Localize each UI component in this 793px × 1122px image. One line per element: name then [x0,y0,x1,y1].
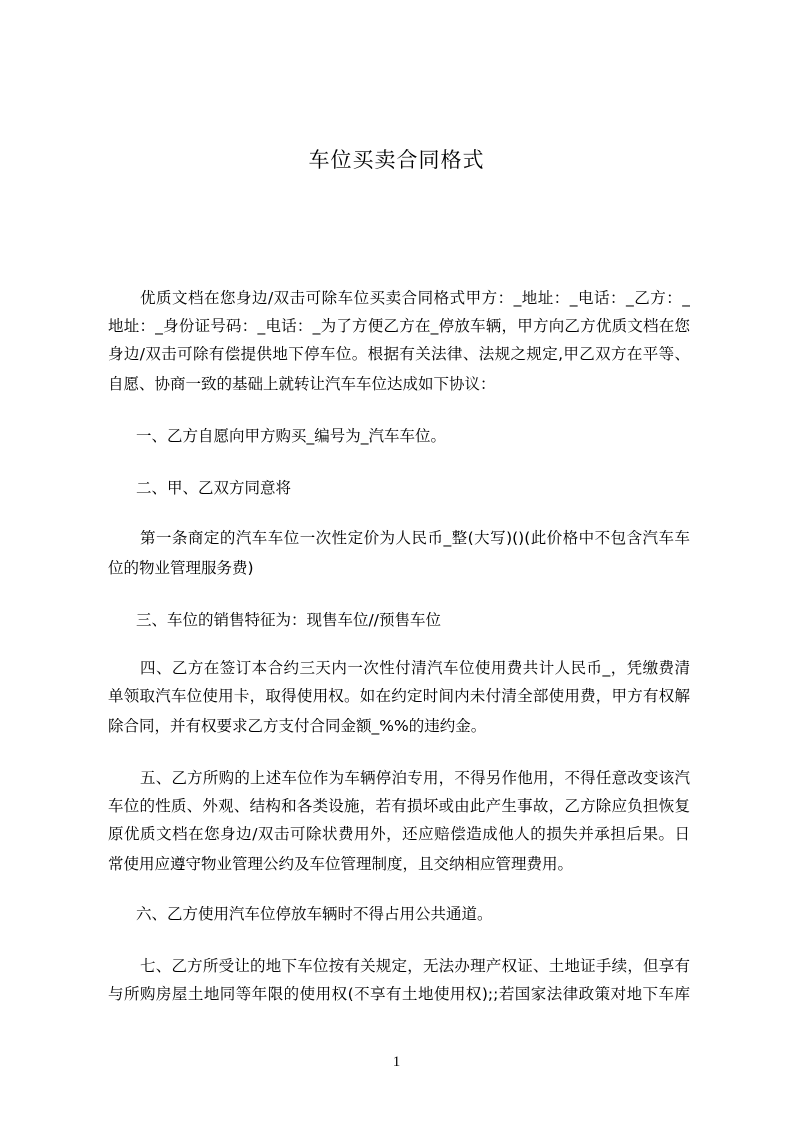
text-line: 车位的性质、外观、结构和各类设施，若有损坏或由此产生事故，乙方除应负担恢复 [108,797,690,815]
text-line: 四、乙方在签订本合约三天内一次性付清汽车位使用费共计人民币_，凭缴费清 [140,659,690,677]
text-line: 位的物业管理服务费) [108,559,254,577]
clause-3 [108,606,690,634]
text-line: 优质文档在您身边/双击可除车位买卖合同格式甲方：_地址：_电话：_乙方：_ [140,289,690,307]
text-line: 单领取汽车位使用卡，取得使用权。如在约定时间内未付清全部使用费，甲方有权解 [108,687,690,705]
text-line: 一、乙方自愿向甲方购买_编号为_汽车车位。 [136,427,447,445]
text-line: 地址：_身份证号码：_电话：_为了方便乙方在_停放车辆，甲方向乙方优质文档在您 [108,317,690,335]
clause-2 [108,474,690,502]
text-line: 与所购房屋土地同等年限的使用权(不享有土地使用权);;若国家法律政策对地下车库 [108,985,690,1003]
document-title: 车位买卖合同格式 [308,148,485,172]
clause-5 [108,766,690,878]
text-line: 七、乙方所受让的地下车位按有关规定，无法办理产权证、土地证手续，但享有 [140,957,690,975]
preamble-paragraph [108,286,690,398]
clause-7 [108,954,690,1010]
text-line: 身边/双击可除有偿提供地下停车位。根据有关法律、法规之规定,甲乙双方在平等、 [108,345,690,363]
text-line: 原优质文档在您身边/双击可除状费用外，还应赔偿造成他人的损失并承担后果。日 [108,825,690,843]
clause-6 [108,900,690,928]
text-line: 五、乙方所购的上述车位作为车辆停泊专用，不得另作他用，不得任意改变该汽 [140,769,690,787]
price-paragraph [108,526,690,582]
clause-1 [108,422,690,450]
text-line: 除合同，并有权要求乙方支付合同金额_%%的违约金。 [108,717,487,735]
text-line: 自愿、协商一致的基础上就转让汽车车位达成如下协议： [108,375,496,393]
clause-4 [108,656,690,740]
page-number: 1 [392,1054,401,1070]
text-line: 六、乙方使用汽车位停放车辆时不得占用公共通道。 [136,905,493,923]
text-line: 第一条商定的汽车车位一次性定价为人民币_整(大写)()(此价格中不包含汽车车 [140,529,690,547]
text-line: 三、车位的销售特征为：现售车位//预售车位 [136,611,441,629]
text-line: 二、甲、乙双方同意将 [136,479,292,497]
text-line: 常使用应遵守物业管理公约及车位管理制度，且交纳相应管理费用。 [108,855,574,873]
